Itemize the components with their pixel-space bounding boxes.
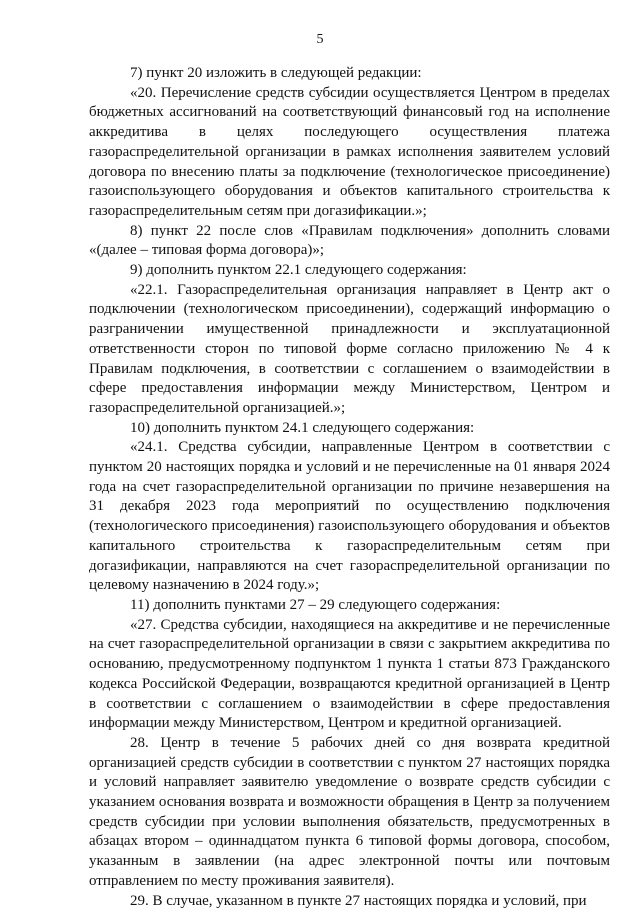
paragraph-clause-27: «27. Средства субсидии, находящиеся на аккредитиве и не перечисленные на счет газораспределительной организации в связи с закрытием аккредитива по основанию, предусмотренному подпунктом 1 пункта 1 статьи 873 Гражданского кодекса Российской Федерации, возвращаются кредитной организацией в Центр в соответствии с соглашением о взаимодействии в сфере предоставления информации между Министерством, Центром и кредитной организацией. <box>89 616 610 732</box>
paragraph-item-9: 9) дополнить пунктом 22.1 следующего содержания: <box>130 262 467 279</box>
paragraph-item-10: 10) дополнить пунктом 24.1 следующего содержания: <box>130 419 475 436</box>
paragraph-clause-28: 28. Центр в течение 5 рабочих дней со дня возврата кредитной организацией средств субсидии в соответствии с пунктом 27 настоящих порядка и условий направляет заявителю уведомление о возврате средств субсидии с указанием основания возврата и возможности обращения в Центр за получением средств субсидии при условии выполнения обязательств, предусмотренных в абзацах втором – одиннадцатом пункта 6 типовой формы договора, способом, указанным в заявлении (на адрес электронной почты или почтовым отправлением по месту проживания заявителя). <box>89 734 610 889</box>
paragraph-clause-20: «20. Перечисление средств субсидии осуществляется Центром в пределах бюджетных ассигнований на соответствующий финансовый год на исполнение аккредитива в целях последующего осуществления платежа газораспределительной организации в рамках исполнения заявителем условий договора по внесению платы за подключение (технологическое присоединение) газоиспользующего оборудования и объектов капитального строительства к газораспределительным сетям при догазификации.»; <box>89 84 610 219</box>
paragraph-clause-29: 29. В случае, указанном в пункте 27 настоящих порядка и условий, при <box>130 892 587 909</box>
paragraph-clause-22-1: «22.1. Газораспределительная организация направляет в Центр акт о подключении (технологическом присоединении), содержащий информацию о разграничении имущественной принадлежности и эксплуатационной ответственности сторон по типовой форме согласно приложению № 4 к Правилам подключения, в соответствии с соглашением о взаимодействии в сфере предоставления информации между Министерством, Центром и газораспределительной организацией.»; <box>89 281 610 416</box>
page-number: 5 <box>316 32 324 47</box>
paragraph-item-7: 7) пункт 20 изложить в следующей редакции: <box>130 65 422 81</box>
document-body <box>89 64 610 911</box>
paragraph-item-8: 8) пункт 22 после слов «Правилам подключения» дополнить словами «(далее – типовая форма договора)»; <box>89 222 610 259</box>
paragraph-clause-24-1: «24.1. Средства субсидии, направленные Центром в соответствии с пунктом 20 настоящих порядка и условий и не перечисленные на 01 января 2024 года на счет газораспределительной организации по причине незавершения на 31 декабря 2023 года мероприятий по осуществлению подключения (технологического присоединения) газоиспользующего оборудования и объектов капитального строительства к газораспределительным сетям при догазификации, направляются на счет газораспределительной организации по целевому назначению в 2024 году.»; <box>89 439 610 594</box>
paragraph-item-11: 11) дополнить пунктами 27 – 29 следующего содержания: <box>130 596 501 613</box>
